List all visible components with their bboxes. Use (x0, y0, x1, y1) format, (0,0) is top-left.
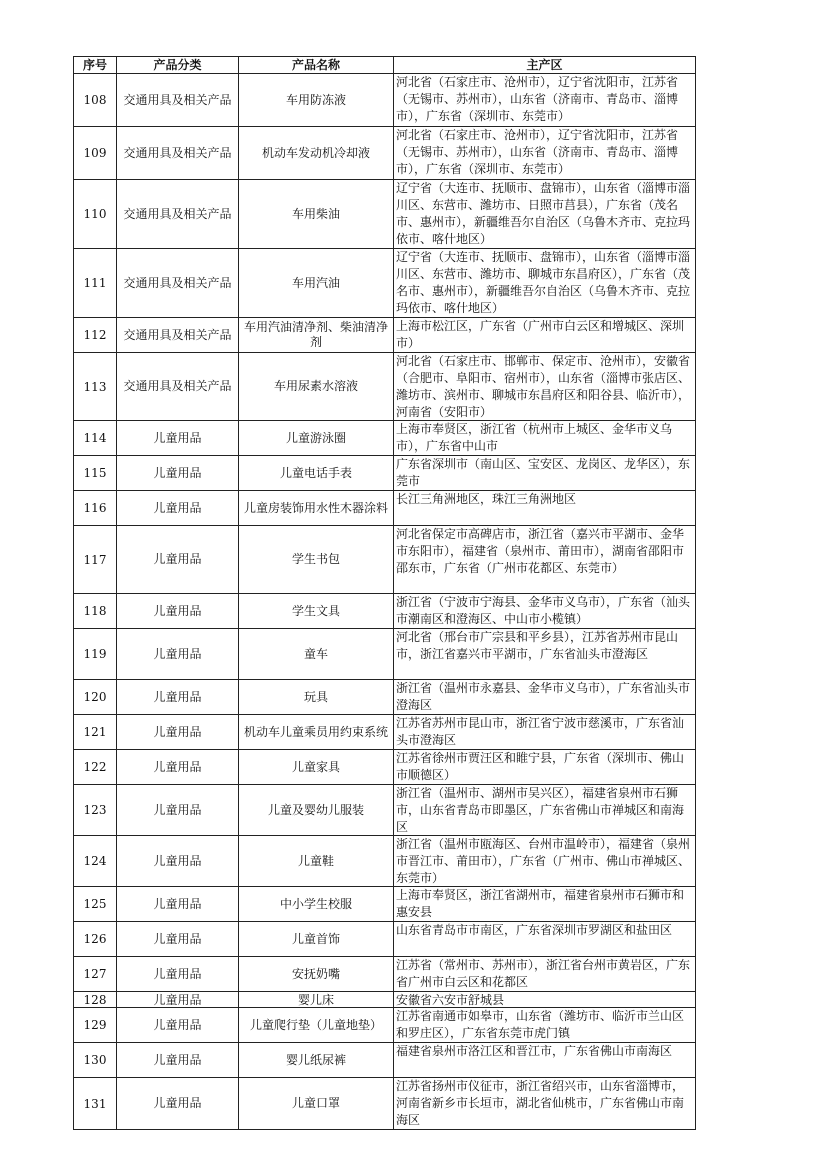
row-product-name-cell (239, 127, 394, 180)
row-product-name-cell (239, 1008, 394, 1043)
row-category: 交通用具及相关产品 (123, 327, 232, 342)
row-category: 儿童用品 (153, 646, 202, 661)
row-product-name: 车用尿素水溶液 (273, 379, 358, 393)
row-main-area: 安徽省六安市舒城县 (396, 993, 505, 1006)
table-row (74, 750, 696, 785)
row-main-area: 河北省（邢台市广宗县和平乡县），江苏省苏州市昆山市，浙江省嘉兴市平湖市，广东省汕头市澄海区 (396, 630, 679, 661)
row-main-area-cell (394, 456, 696, 491)
row-number-cell (74, 249, 117, 318)
row-product-name-cell (239, 456, 394, 491)
row-product-name: 儿童电话手表 (279, 465, 352, 480)
row-number: 126 (83, 932, 107, 946)
row-category-cell (117, 1008, 239, 1043)
row-product-name-cell (239, 992, 394, 1008)
table-row (74, 836, 696, 887)
row-number: 125 (83, 897, 107, 911)
row-product-name-cell (239, 249, 394, 318)
row-product-name-cell (239, 715, 394, 750)
row-product-name-cell (239, 957, 394, 992)
row-number: 117 (83, 552, 107, 567)
row-number: 108 (83, 93, 107, 107)
row-product-name-cell (239, 629, 394, 680)
row-number: 124 (83, 854, 107, 868)
row-main-area: 浙江省（温州市、湖州市吴兴区），福建省泉州市石狮市，山东省青岛市即墨区，广东省佛山市禅城区和南海区 (396, 786, 685, 834)
table-row (74, 680, 696, 715)
row-product-name-cell (239, 922, 394, 957)
row-category-cell (117, 887, 239, 922)
row-product-name: 儿童家具 (291, 759, 340, 774)
row-main-area-cell (394, 629, 696, 680)
row-product-name: 安抚奶嘴 (291, 966, 340, 981)
row-product-name: 儿童爬行垫（儿童地垫） (249, 1017, 382, 1032)
row-category-cell (117, 1078, 239, 1130)
table-row (74, 353, 696, 421)
row-product-name-cell (239, 750, 394, 785)
row-category: 交通用具及相关产品 (123, 206, 232, 221)
row-category-cell (117, 74, 239, 127)
table-row (74, 74, 696, 127)
table-row (74, 318, 696, 353)
row-category-cell (117, 629, 239, 680)
row-number-cell (74, 180, 117, 249)
table-row (74, 456, 696, 491)
row-main-area-cell (394, 74, 696, 127)
row-main-area-cell (394, 421, 696, 456)
table-row (74, 249, 696, 318)
row-number-cell (74, 127, 117, 180)
row-number-cell (74, 922, 117, 957)
row-category: 交通用具及相关产品 (123, 379, 232, 393)
row-category: 儿童用品 (153, 724, 202, 739)
row-category-cell (117, 127, 239, 180)
row-product-name-cell (239, 594, 394, 629)
row-main-area: 长江三角洲地区，珠江三角洲地区 (396, 492, 577, 506)
row-main-area-cell (394, 1043, 696, 1078)
row-main-area-cell (394, 750, 696, 785)
row-number-cell (74, 1043, 117, 1078)
row-product-name: 机动车发动机冷却液 (261, 145, 370, 160)
table-row (74, 421, 696, 456)
row-category: 儿童用品 (153, 465, 202, 480)
row-product-name-cell (239, 353, 394, 421)
row-main-area: 上海市奉贤区，浙江省湖州市，福建省泉州市石狮市和惠安县 (396, 888, 685, 919)
row-main-area-cell (394, 680, 696, 715)
table-row (74, 594, 696, 629)
row-number-cell (74, 715, 117, 750)
table-row (74, 526, 696, 594)
row-category: 儿童用品 (153, 552, 202, 566)
row-category: 儿童用品 (153, 896, 202, 911)
row-number: 130 (83, 1053, 107, 1067)
row-main-area: 福建省泉州市洛江区和晋江市，广东省佛山市南海区 (396, 1044, 673, 1058)
table-row (74, 715, 696, 750)
row-category: 儿童用品 (153, 1017, 202, 1032)
row-category: 儿童用品 (153, 853, 202, 868)
row-main-area-cell (394, 127, 696, 180)
row-number: 115 (83, 466, 107, 480)
row-product-name: 童车 (303, 646, 328, 661)
row-category-cell (117, 456, 239, 491)
row-number-cell (74, 74, 117, 127)
header-no: 序号 (74, 57, 117, 74)
row-number: 118 (83, 604, 107, 618)
row-main-area: 河北省（石家庄市、邯郸市、保定市、沧州市），安徽省（合肥市、阜阳市、宿州市），山东省（淄博市张店区、潍坊市、滨州市、聊城市东昌府区和阳谷县、临沂市），河南省（安阳市） (396, 354, 691, 419)
row-product-name-cell (239, 318, 394, 353)
row-product-name: 中小学生校服 (279, 896, 352, 911)
row-main-area-cell (394, 1078, 696, 1130)
row-category-cell (117, 421, 239, 456)
row-number-cell (74, 526, 117, 594)
product-area-table (73, 56, 696, 1130)
table-row (74, 887, 696, 922)
row-category: 儿童用品 (153, 802, 202, 817)
row-number-cell (74, 318, 117, 353)
row-number: 128 (83, 992, 107, 1007)
row-number: 109 (83, 146, 107, 160)
row-product-name: 玩具 (303, 689, 328, 704)
row-number: 112 (83, 328, 107, 342)
row-product-name-cell (239, 526, 394, 594)
row-category-cell (117, 180, 239, 249)
table-row (74, 180, 696, 249)
row-product-name-cell (239, 785, 394, 836)
row-number-cell (74, 785, 117, 836)
row-product-name-cell (239, 836, 394, 887)
row-category: 交通用具及相关产品 (123, 275, 232, 290)
row-product-name-cell (239, 887, 394, 922)
row-number-cell (74, 992, 117, 1008)
row-product-name: 儿童口罩 (291, 1096, 340, 1110)
row-number: 123 (83, 803, 107, 817)
row-main-area: 上海市松江区，广东省（广州市白云区和增城区、深圳市） (396, 319, 685, 350)
table-row (74, 1043, 696, 1078)
row-product-name-cell (239, 421, 394, 456)
row-main-area: 上海市奉贤区，浙江省（杭州市上城区、金华市义乌市），广东省中山市 (396, 422, 673, 453)
row-product-name: 学生文具 (291, 603, 340, 618)
table-header-row (74, 57, 696, 74)
table-row (74, 127, 696, 180)
row-main-area: 江苏省（常州市、苏州市），浙江省台州市黄岩区，广东省广州市白云区和花都区 (396, 958, 691, 989)
row-product-name: 车用汽油清净剂、柴油清净剂 (243, 320, 388, 349)
row-category-cell (117, 715, 239, 750)
row-category: 儿童用品 (153, 689, 202, 704)
row-number-cell (74, 1078, 117, 1130)
row-main-area-cell (394, 594, 696, 629)
row-category-cell (117, 992, 239, 1008)
row-product-name: 机动车儿童乘员用约束系统 (243, 724, 388, 739)
row-number-cell (74, 456, 117, 491)
header-product: 产品名称 (239, 57, 394, 74)
row-main-area-cell (394, 353, 696, 421)
row-main-area-cell (394, 526, 696, 594)
row-number-cell (74, 750, 117, 785)
row-main-area: 浙江省（温州市瓯海区、台州市温岭市），福建省（泉州市晋江市、莆田市），广东省（广州市、佛山市禅城区、东莞市） (396, 837, 691, 885)
row-product-name-cell (239, 74, 394, 127)
table-row (74, 491, 696, 526)
row-category: 儿童用品 (153, 500, 202, 515)
row-category: 儿童用品 (153, 430, 202, 445)
row-category-cell (117, 957, 239, 992)
row-main-area-cell (394, 1008, 696, 1043)
row-number: 129 (83, 1018, 107, 1032)
row-category: 儿童用品 (153, 931, 202, 946)
header-category: 产品分类 (117, 57, 239, 74)
row-main-area: 江苏省南通市如皋市，山东省（潍坊市、临沂市兰山区和罗庄区），广东省东莞市虎门镇 (396, 1009, 685, 1040)
row-category-cell (117, 318, 239, 353)
row-category-cell (117, 836, 239, 887)
row-product-name: 儿童及婴幼儿服装 (267, 802, 364, 817)
row-category: 交通用具及相关产品 (123, 145, 232, 160)
row-main-area: 河北省保定市高碑店市，浙江省（嘉兴市平湖市、金华市东阳市），福建省（泉州市、莆田市），湖南省邵阳市邵东市，广东省（广州市花都区、东莞市） (396, 527, 685, 575)
table-row (74, 992, 696, 1008)
row-category: 儿童用品 (153, 992, 202, 1007)
row-main-area-cell (394, 957, 696, 992)
row-product-name: 车用柴油 (291, 206, 340, 221)
row-main-area: 辽宁省（大连市、抚顺市、盘锦市），山东省（淄博市淄川区、东营市、潍坊市、聊城市东昌府区），广东省（茂名市、惠州市），新疆维吾尔自治区（乌鲁木齐市、克拉玛依市、喀什地区） (396, 250, 691, 315)
row-number: 121 (83, 725, 107, 739)
row-number-cell (74, 594, 117, 629)
row-category-cell (117, 353, 239, 421)
row-number: 116 (83, 501, 107, 515)
row-product-name-cell (239, 1078, 394, 1130)
row-category: 儿童用品 (153, 603, 202, 618)
row-main-area: 浙江省（宁波市宁海县、金华市义乌市），广东省（汕头市潮南区和澄海区、中山市小榄镇） (396, 595, 691, 626)
row-product-name-cell (239, 180, 394, 249)
row-number: 110 (83, 207, 107, 221)
row-number: 120 (83, 690, 107, 704)
table-row (74, 785, 696, 836)
row-main-area-cell (394, 180, 696, 249)
row-number: 111 (83, 276, 107, 290)
row-number-cell (74, 421, 117, 456)
row-number-cell (74, 491, 117, 526)
row-number: 122 (83, 760, 107, 774)
row-main-area-cell (394, 887, 696, 922)
row-category: 儿童用品 (153, 759, 202, 774)
row-product-name: 儿童首饰 (291, 931, 340, 946)
row-product-name: 车用防冻液 (285, 92, 346, 107)
row-number-cell (74, 1008, 117, 1043)
row-main-area: 河北省（石家庄市、沧州市），辽宁省沈阳市，江苏省（无锡市、苏州市），山东省（济南市、青岛市、淄博市），广东省（深圳市、东莞市） (396, 75, 679, 123)
row-category-cell (117, 249, 239, 318)
row-main-area: 浙江省（温州市永嘉县、金华市义乌市），广东省汕头市澄海区 (396, 681, 691, 712)
table-row (74, 1008, 696, 1043)
row-main-area: 江苏省扬州市仪征市，浙江省绍兴市，山东省淄博市，河南省新乡市长垣市，湖北省仙桃市，广东省佛山市南海区 (396, 1079, 685, 1127)
row-category-cell (117, 1043, 239, 1078)
row-product-name: 婴儿床 (297, 992, 334, 1007)
row-product-name-cell (239, 680, 394, 715)
row-main-area-cell (394, 715, 696, 750)
row-category: 交通用具及相关产品 (123, 92, 232, 107)
row-category-cell (117, 594, 239, 629)
row-main-area: 江苏省徐州市贾汪区和睢宁县，广东省（深圳市、佛山市顺德区） (396, 751, 685, 782)
table-row (74, 1078, 696, 1130)
table-row (74, 957, 696, 992)
row-category-cell (117, 680, 239, 715)
row-main-area: 辽宁省（大连市、抚顺市、盘锦市），山东省（淄博市淄川区、东营市、潍坊市、日照市莒县），广东省（茂名市、惠州市），新疆维吾尔自治区（乌鲁木齐市、克拉玛依市、喀什地区） (396, 181, 691, 246)
table-row (74, 629, 696, 680)
row-product-name: 婴儿纸尿裤 (285, 1052, 346, 1067)
row-main-area-cell (394, 491, 696, 526)
row-main-area-cell (394, 318, 696, 353)
row-product-name: 儿童鞋 (297, 853, 334, 868)
row-main-area: 广东省深圳市（南山区、宝安区、龙岗区、龙华区），东莞市 (396, 457, 691, 488)
row-main-area-cell (394, 249, 696, 318)
row-category-cell (117, 922, 239, 957)
row-number: 131 (83, 1096, 107, 1111)
row-number-cell (74, 629, 117, 680)
row-category-cell (117, 750, 239, 785)
row-product-name: 学生书包 (291, 552, 340, 566)
row-category: 儿童用品 (153, 966, 202, 981)
row-main-area-cell (394, 785, 696, 836)
row-main-area: 河北省（石家庄市、沧州市），辽宁省沈阳市，江苏省（无锡市、苏州市），山东省（济南市、青岛市、淄博市），广东省（深圳市、东莞市） (396, 128, 679, 176)
row-number-cell (74, 353, 117, 421)
row-number: 119 (83, 647, 107, 661)
row-number-cell (74, 836, 117, 887)
row-category-cell (117, 491, 239, 526)
header-area: 主产区 (394, 57, 696, 74)
row-number: 113 (83, 379, 107, 394)
row-main-area: 山东省青岛市市南区，广东省深圳市罗湖区和盐田区 (396, 923, 673, 937)
row-main-area-cell (394, 922, 696, 957)
row-product-name: 儿童游泳圈 (285, 430, 346, 445)
row-number: 114 (83, 431, 107, 445)
row-main-area-cell (394, 836, 696, 887)
row-category-cell (117, 785, 239, 836)
row-main-area: 江苏省苏州市昆山市，浙江省宁波市慈溪市，广东省汕头市澄海区 (396, 716, 685, 747)
row-product-name: 车用汽油 (291, 275, 340, 290)
table-row (74, 922, 696, 957)
row-number-cell (74, 887, 117, 922)
row-product-name: 儿童房装饰用水性木器涂料 (243, 500, 388, 515)
row-category: 儿童用品 (153, 1096, 202, 1110)
row-product-name-cell (239, 491, 394, 526)
row-number: 127 (83, 967, 107, 981)
row-category: 儿童用品 (153, 1052, 202, 1067)
row-number-cell (74, 680, 117, 715)
row-number-cell (74, 957, 117, 992)
row-product-name-cell (239, 1043, 394, 1078)
row-main-area-cell (394, 992, 696, 1008)
row-category-cell (117, 526, 239, 594)
